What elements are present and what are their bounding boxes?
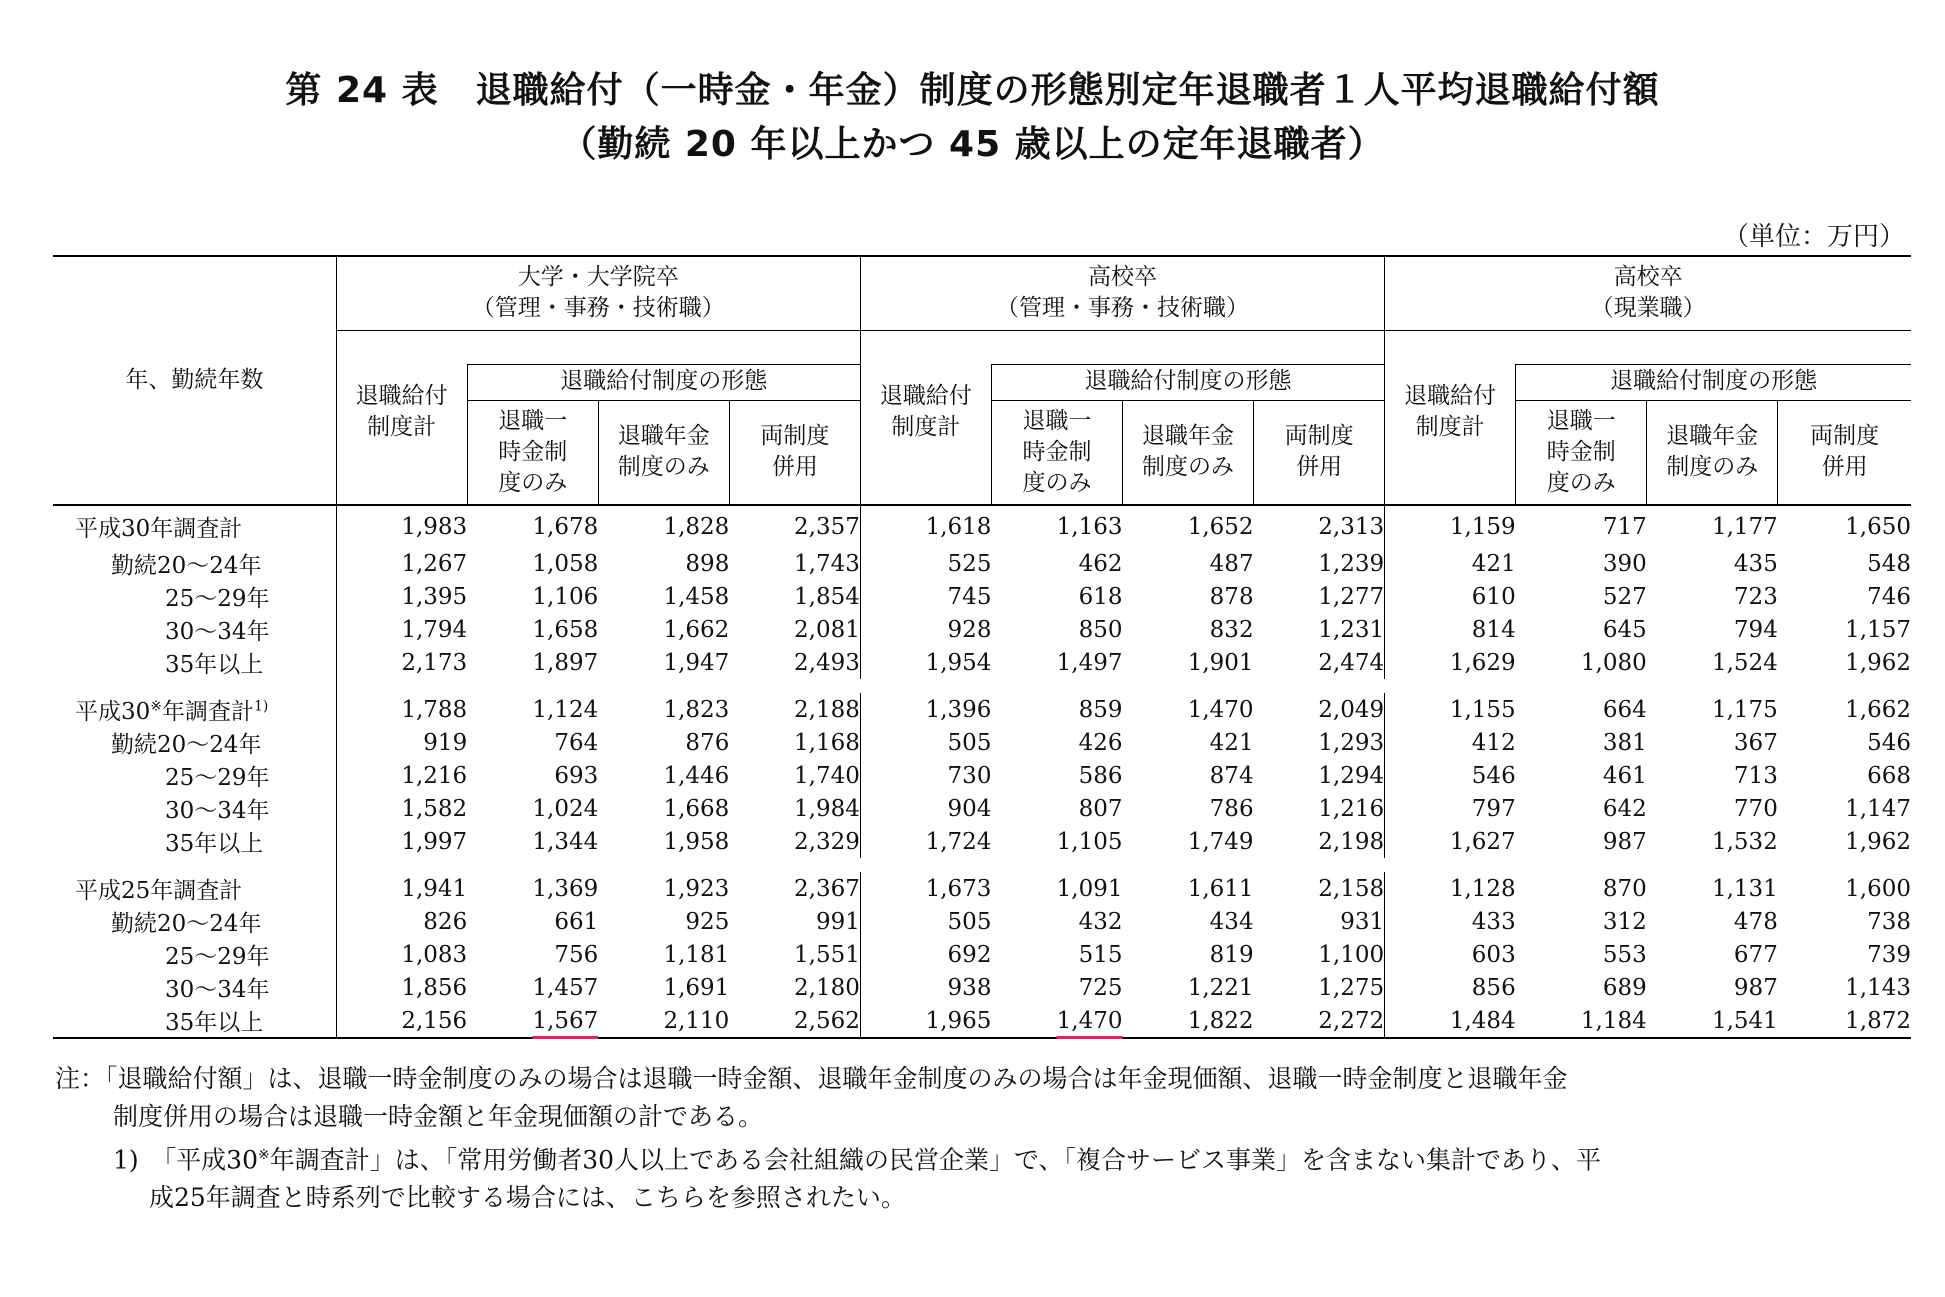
table-cell bbox=[467, 1004, 598, 1038]
table-cell: 677 bbox=[1733, 941, 1778, 968]
row-label: 35年以上 bbox=[53, 1004, 336, 1038]
table-cell: 461 bbox=[1602, 762, 1647, 789]
table-cell: 1,293 bbox=[1318, 729, 1385, 756]
table-cell: 850 bbox=[1078, 616, 1123, 643]
note-line: 成25年調査と時系列で比較する場合には、こちらを参照されたい。 bbox=[149, 1183, 906, 1213]
table-cell: 1,163 bbox=[1056, 513, 1123, 540]
table-row bbox=[53, 872, 1911, 905]
table-cell: 1,106 bbox=[532, 583, 599, 610]
table-cell: 1,446 bbox=[663, 762, 730, 789]
row-label: 25～29年 bbox=[165, 765, 270, 791]
table-body bbox=[53, 505, 1911, 1038]
table-cell: 1,277 bbox=[1318, 583, 1385, 610]
table-cell: 1,124 bbox=[532, 696, 599, 723]
table-cell: 1,678 bbox=[532, 513, 599, 540]
table-cell: 426 bbox=[1078, 729, 1123, 756]
table-cell: 312 bbox=[1602, 908, 1647, 935]
table-cell: 603 bbox=[1385, 938, 1516, 971]
table-cell: 717 bbox=[1602, 513, 1647, 540]
table-cell: 819 bbox=[1209, 941, 1254, 968]
table-cell: 1,105 bbox=[1056, 828, 1123, 855]
table-row bbox=[53, 905, 1911, 938]
col-lump-3: 退職一 時金制 度のみ bbox=[1516, 400, 1647, 505]
col-total-3: 退職給付 制度計 bbox=[1385, 330, 1516, 505]
table-cell: 2,357 bbox=[794, 513, 860, 540]
row-label: 勤続20～24年 bbox=[111, 732, 262, 758]
table-cell: 1,611 bbox=[1187, 875, 1254, 902]
row-label: 25～29年 bbox=[165, 586, 270, 612]
table-cell: 859 bbox=[1078, 696, 1123, 723]
row-label: 25～29年 bbox=[165, 944, 270, 970]
table-cell: 1,396 bbox=[860, 693, 991, 726]
table-cell: 586 bbox=[1078, 762, 1123, 789]
table-cell: 1,470 bbox=[1187, 696, 1254, 723]
table-cell: 987 bbox=[1602, 828, 1647, 855]
col-total-1: 退職給付 制度計 bbox=[336, 330, 467, 505]
table-cell: 1,231 bbox=[1318, 616, 1385, 643]
table-cell: 689 bbox=[1602, 974, 1647, 1001]
col-pension-2: 退職年金 制度のみ bbox=[1123, 400, 1254, 505]
table-cell: 874 bbox=[1209, 762, 1254, 789]
table-cell: 2,188 bbox=[794, 696, 860, 723]
table-cell: 478 bbox=[1733, 908, 1778, 935]
table-cell: 725 bbox=[1078, 974, 1123, 1001]
table-cell: 1,618 bbox=[860, 505, 991, 547]
table-cell: 2,313 bbox=[1318, 513, 1385, 540]
table-cell: 832 bbox=[1209, 616, 1254, 643]
table-cell: 2,474 bbox=[1318, 649, 1385, 676]
table-cell: 1,629 bbox=[1385, 646, 1516, 679]
table-cell: 1,668 bbox=[663, 795, 730, 822]
table-cell: 381 bbox=[1602, 729, 1647, 756]
table-cell: 1,965 bbox=[860, 1004, 991, 1038]
table-cell: 987 bbox=[1733, 974, 1778, 1001]
table-row bbox=[53, 646, 1911, 679]
table-cell: 814 bbox=[1385, 613, 1516, 646]
table-cell: 1,239 bbox=[1318, 550, 1385, 577]
note-line: 制度併用の場合は退職一時金額と年金現価額の計である。 bbox=[113, 1102, 764, 1131]
table-cell: 739 bbox=[1867, 941, 1911, 968]
table-cell: 1,724 bbox=[860, 825, 991, 858]
table-row bbox=[53, 693, 1911, 726]
table-cell: 435 bbox=[1733, 550, 1778, 577]
col-pension-1: 退職年金 制度のみ bbox=[598, 400, 729, 505]
table-cell: 668 bbox=[1867, 762, 1911, 789]
table-cell: 1,854 bbox=[794, 583, 860, 610]
table-cell: 1,958 bbox=[663, 828, 730, 855]
table-cell: 462 bbox=[1078, 550, 1123, 577]
table-cell: 2,562 bbox=[729, 1004, 860, 1038]
table-cell: 515 bbox=[1078, 941, 1123, 968]
table-cell: 1,897 bbox=[532, 649, 599, 676]
table-cell: 919 bbox=[336, 726, 467, 759]
group-header-3: 高校卒 （現業職） bbox=[1385, 256, 1911, 330]
table-cell: 991 bbox=[815, 908, 860, 935]
table-cell: 1,947 bbox=[663, 649, 730, 676]
table-cell: 876 bbox=[685, 729, 730, 756]
table-cell: 1,662 bbox=[1845, 696, 1911, 723]
table-cell: 487 bbox=[1209, 550, 1254, 577]
table-cell: 434 bbox=[1209, 908, 1254, 935]
table-cell: 1,221 bbox=[1187, 974, 1254, 1001]
table-cell: 1,184 bbox=[1516, 1004, 1647, 1038]
table-cell: 1,901 bbox=[1187, 649, 1254, 676]
table-row bbox=[53, 547, 1911, 580]
section-gap bbox=[53, 679, 1911, 693]
table-cell: 2,272 bbox=[1254, 1004, 1385, 1038]
table-row bbox=[53, 726, 1911, 759]
table-cell: 870 bbox=[1602, 875, 1647, 902]
table-cell: 1,157 bbox=[1845, 616, 1911, 643]
table-cell: 938 bbox=[860, 971, 991, 1004]
table-cell: 1,159 bbox=[1385, 505, 1516, 547]
table-row bbox=[53, 580, 1911, 613]
table-cell: 1,216 bbox=[336, 759, 467, 792]
table-cell: 764 bbox=[554, 729, 599, 756]
table-cell: 1,395 bbox=[336, 580, 467, 613]
note-line: 1) 「平成30※年調査計」は、「常用労働者30人以上である会社組織の民営企業」で、「複合サービス事業」を含まない集計であり、平 bbox=[113, 1145, 1602, 1175]
table-title: 第 24 表 退職給付（一時金・年金）制度の形態別定年退職者１人平均退職給付額 bbox=[285, 70, 1660, 111]
table-cell: 1,650 bbox=[1845, 513, 1911, 540]
forms-header-1: 退職給付制度の形態 bbox=[467, 364, 860, 400]
table-cell: 2,110 bbox=[598, 1004, 729, 1038]
row-label: 平成30※年調査計$^{1)}$ bbox=[75, 698, 269, 725]
table-cell: 1,024 bbox=[532, 795, 599, 822]
col-both-2: 両制度 併用 bbox=[1254, 400, 1385, 505]
table-cell: 1,600 bbox=[1845, 875, 1911, 902]
table-cell: 1,532 bbox=[1711, 828, 1778, 855]
table-cell: 1,828 bbox=[663, 513, 730, 540]
table-cell: 610 bbox=[1385, 580, 1516, 613]
table-cell: 878 bbox=[1209, 583, 1254, 610]
table-cell: 756 bbox=[554, 941, 599, 968]
table-cell: 546 bbox=[1867, 729, 1911, 756]
table-cell: 1,740 bbox=[794, 762, 860, 789]
table-cell: 548 bbox=[1867, 550, 1911, 577]
col-both-3: 両制度 併用 bbox=[1778, 400, 1911, 505]
row-label: 30～34年 bbox=[165, 798, 270, 824]
table-cell: 1,962 bbox=[1845, 649, 1911, 676]
row-label: 勤続20～24年 bbox=[111, 553, 262, 579]
table-cell bbox=[991, 1004, 1122, 1038]
table-cell: 2,081 bbox=[794, 616, 860, 643]
retirement-benefit-table bbox=[53, 255, 1911, 1039]
table-cell: 1,743 bbox=[794, 550, 860, 577]
table-cell: 1,673 bbox=[860, 872, 991, 905]
table-cell: 826 bbox=[336, 905, 467, 938]
table-cell: 1,216 bbox=[1318, 795, 1385, 822]
table-cell: 1,175 bbox=[1711, 696, 1778, 723]
table-cell: 786 bbox=[1209, 795, 1254, 822]
table-cell: 645 bbox=[1602, 616, 1647, 643]
table-cell: 2,156 bbox=[336, 1004, 467, 1038]
table-cell: 1,652 bbox=[1187, 513, 1254, 540]
table-cell: 2,049 bbox=[1318, 696, 1385, 723]
col-lump-1: 退職一 時金制 度のみ bbox=[467, 400, 598, 505]
table-cell: 746 bbox=[1867, 583, 1911, 610]
forms-header-3: 退職給付制度の形態 bbox=[1516, 364, 1911, 400]
row-label: 30～34年 bbox=[165, 619, 270, 645]
table-cell: 1,691 bbox=[663, 974, 730, 1001]
table-cell: 1,923 bbox=[663, 875, 730, 902]
table-cell: 770 bbox=[1733, 795, 1778, 822]
table-cell: 1,080 bbox=[1580, 649, 1647, 676]
table-cell: 794 bbox=[1733, 616, 1778, 643]
table-cell: 1,983 bbox=[336, 505, 467, 547]
table-cell: 527 bbox=[1602, 583, 1647, 610]
table-cell: 1,344 bbox=[532, 828, 599, 855]
table-cell: 898 bbox=[685, 550, 730, 577]
table-row bbox=[53, 759, 1911, 792]
table-row bbox=[53, 971, 1911, 1004]
highlighted-value: 1,470 bbox=[1056, 1007, 1123, 1034]
table-row bbox=[53, 792, 1911, 825]
table-cell: 2,158 bbox=[1318, 875, 1385, 902]
table-cell: 1,551 bbox=[794, 941, 860, 968]
section-gap bbox=[53, 858, 1911, 872]
table-cell: 1,181 bbox=[663, 941, 730, 968]
table-cell: 1,541 bbox=[1647, 1004, 1778, 1038]
table-cell: 730 bbox=[860, 759, 991, 792]
table-cell: 797 bbox=[1385, 792, 1516, 825]
table-cell: 1,788 bbox=[336, 693, 467, 726]
table-cell: 925 bbox=[685, 908, 730, 935]
table-cell: 1,941 bbox=[336, 872, 467, 905]
table-cell: 1,294 bbox=[1318, 762, 1385, 789]
forms-header-2: 退職給付制度の形態 bbox=[991, 364, 1384, 400]
row-label: 平成30年調査計 bbox=[75, 516, 243, 542]
table-cell: 2,367 bbox=[794, 875, 860, 902]
row-label: 勤続20～24年 bbox=[111, 911, 262, 937]
table-cell: 1,177 bbox=[1711, 513, 1778, 540]
col-total-2: 退職給付 制度計 bbox=[860, 330, 991, 505]
table-cell: 1,083 bbox=[336, 938, 467, 971]
table-cell: 2,329 bbox=[794, 828, 860, 855]
table-cell: 713 bbox=[1733, 762, 1778, 789]
table-cell: 723 bbox=[1733, 583, 1778, 610]
table-cell: 421 bbox=[1385, 547, 1516, 580]
row-label: 35年以上 bbox=[165, 652, 264, 678]
table-row bbox=[53, 505, 1911, 547]
table-cell: 1,856 bbox=[336, 971, 467, 1004]
col-both-1: 両制度 併用 bbox=[729, 400, 860, 505]
table-cell: 1,822 bbox=[1123, 1004, 1254, 1038]
notes bbox=[55, 1060, 1915, 1217]
table-row bbox=[53, 938, 1911, 971]
row-label: 平成25年調査計 bbox=[75, 878, 243, 904]
table-subtitle: （勤続 20 年以上かつ 45 歳以上の定年退職者） bbox=[560, 124, 1385, 165]
table-cell: 1,143 bbox=[1845, 974, 1911, 1001]
table-cell: 421 bbox=[1209, 729, 1254, 756]
table-cell: 546 bbox=[1385, 759, 1516, 792]
table-cell: 1,457 bbox=[532, 974, 599, 1001]
table-cell: 664 bbox=[1602, 696, 1647, 723]
table-cell: 505 bbox=[860, 726, 991, 759]
table-cell: 2,173 bbox=[336, 646, 467, 679]
table-cell: 1,155 bbox=[1385, 693, 1516, 726]
table-cell: 1,497 bbox=[1056, 649, 1123, 676]
table-cell: 1,458 bbox=[663, 583, 730, 610]
table-cell: 807 bbox=[1078, 795, 1123, 822]
table-cell: 1,658 bbox=[532, 616, 599, 643]
table-cell: 1,582 bbox=[336, 792, 467, 825]
table-cell: 1,100 bbox=[1318, 941, 1385, 968]
table-cell: 2,180 bbox=[794, 974, 860, 1001]
table-cell: 1,168 bbox=[794, 729, 860, 756]
table-cell: 642 bbox=[1602, 795, 1647, 822]
table-cell: 433 bbox=[1385, 905, 1516, 938]
table-cell: 1,962 bbox=[1845, 828, 1911, 855]
table-cell: 618 bbox=[1078, 583, 1123, 610]
group-header-2: 高校卒 （管理・事務・技術職） bbox=[860, 256, 1384, 330]
highlighted-value: 1,567 bbox=[532, 1007, 599, 1034]
row-header: 年、勤続年数 bbox=[53, 256, 336, 505]
row-label: 30～34年 bbox=[165, 977, 270, 1003]
table-cell: 856 bbox=[1385, 971, 1516, 1004]
table-cell: 2,493 bbox=[794, 649, 860, 676]
table-cell: 1,091 bbox=[1056, 875, 1123, 902]
col-pension-3: 退職年金 制度のみ bbox=[1647, 400, 1778, 505]
table-cell: 1,984 bbox=[794, 795, 860, 822]
table-cell: 1,662 bbox=[663, 616, 730, 643]
table-cell: 928 bbox=[860, 613, 991, 646]
table-cell: 412 bbox=[1385, 726, 1516, 759]
table-cell: 1,794 bbox=[336, 613, 467, 646]
table-cell: 1,954 bbox=[860, 646, 991, 679]
row-label: 35年以上 bbox=[165, 831, 264, 857]
table-cell: 1,872 bbox=[1778, 1004, 1911, 1038]
table-cell: 1,627 bbox=[1385, 825, 1516, 858]
table-cell: 1,131 bbox=[1711, 875, 1778, 902]
table-cell: 738 bbox=[1867, 908, 1911, 935]
table-cell: 1,823 bbox=[663, 696, 730, 723]
table-cell: 432 bbox=[1078, 908, 1123, 935]
table-cell: 390 bbox=[1602, 550, 1647, 577]
table-cell: 1,484 bbox=[1385, 1004, 1516, 1038]
table-cell: 1,267 bbox=[336, 547, 467, 580]
table-cell: 1,058 bbox=[532, 550, 599, 577]
table-row bbox=[53, 613, 1911, 646]
table-cell: 692 bbox=[860, 938, 991, 971]
table-cell: 1,147 bbox=[1845, 795, 1911, 822]
table-row bbox=[53, 825, 1911, 858]
table-cell: 505 bbox=[860, 905, 991, 938]
unit-label: （単位：万円） bbox=[1722, 222, 1905, 252]
table-cell: 1,275 bbox=[1318, 974, 1385, 1001]
table-cell: 661 bbox=[554, 908, 599, 935]
table-cell: 525 bbox=[860, 547, 991, 580]
table-cell: 2,198 bbox=[1318, 828, 1385, 855]
note-line: 注：「退職給付額」は、退職一時金制度のみの場合は退職一時金額、退職年金制度のみの場合は年金現価額、退職一時金制度と退職年金 bbox=[55, 1064, 1568, 1093]
table-cell: 745 bbox=[860, 580, 991, 613]
table-cell: 1,997 bbox=[336, 825, 467, 858]
table-cell: 1,369 bbox=[532, 875, 599, 902]
table-cell: 693 bbox=[554, 762, 599, 789]
table-cell: 553 bbox=[1602, 941, 1647, 968]
table-cell: 904 bbox=[860, 792, 991, 825]
table-cell: 1,749 bbox=[1187, 828, 1254, 855]
table-cell: 367 bbox=[1733, 729, 1778, 756]
group-header-1: 大学・大学院卒 （管理・事務・技術職） bbox=[336, 256, 860, 330]
table-cell: 1,128 bbox=[1385, 872, 1516, 905]
table-cell: 1,524 bbox=[1711, 649, 1778, 676]
table-cell: 931 bbox=[1340, 908, 1385, 935]
col-lump-2: 退職一 時金制 度のみ bbox=[991, 400, 1122, 505]
table-row bbox=[53, 1004, 1911, 1038]
